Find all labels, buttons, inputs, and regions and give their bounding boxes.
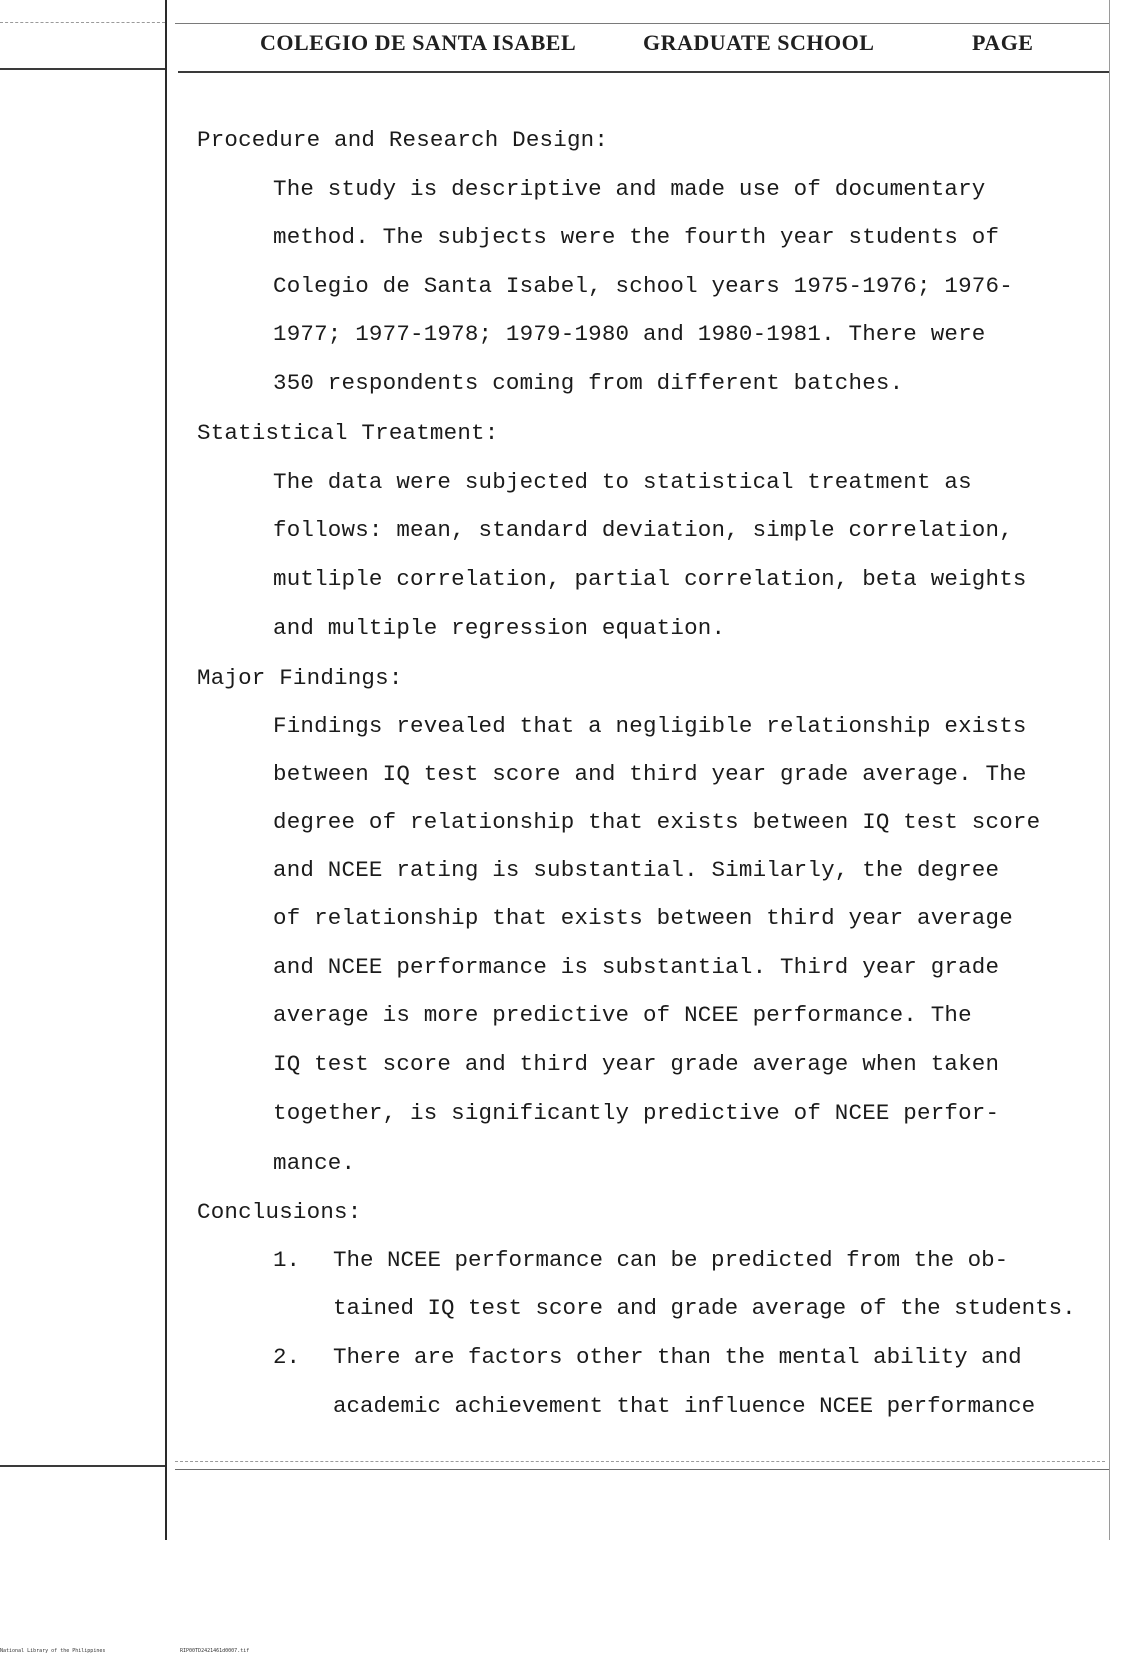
body-line: IQ test score and third year grade average when taken xyxy=(273,1051,1000,1077)
body-line: and NCEE rating is substantial. Similarly, the degree xyxy=(273,857,1000,883)
left-column-bottom-rule xyxy=(0,1465,165,1467)
bottom-dashed-rule xyxy=(175,1461,1105,1462)
left-margin-rule xyxy=(165,0,167,1540)
body-line: and multiple regression equation. xyxy=(273,615,726,641)
left-dashed-rule xyxy=(0,22,165,23)
page-label: PAGE xyxy=(972,30,1034,55)
body-line: method. The subjects were the fourth year students of xyxy=(273,224,1000,250)
body-line: 1977; 1977-1978; 1979-1980 and 1980-1981. There were xyxy=(273,321,986,347)
section-heading-conclusions: Conclusions: xyxy=(197,1199,362,1225)
body-line: between IQ test score and third year grade average. The xyxy=(273,761,1027,787)
list-item-number: 2. xyxy=(273,1344,301,1370)
body-line: of relationship that exists between third year average xyxy=(273,905,1013,931)
body-line: Colegio de Santa Isabel, school years 1975-1976; 1976- xyxy=(273,273,1013,299)
body-line: and NCEE performance is substantial. Third year grade xyxy=(273,954,1000,980)
body-line: Findings revealed that a negligible relationship exists xyxy=(273,713,1027,739)
list-item-line: The NCEE performance can be predicted from the ob- xyxy=(333,1247,1009,1273)
body-line: The data were subjected to statistical treatment as xyxy=(273,469,972,495)
body-line: average is more predictive of NCEE performance. The xyxy=(273,1002,972,1028)
body-line: degree of relationship that exists between IQ test score xyxy=(273,809,1041,835)
body-line: mutliple correlation, partial correlation, beta weights xyxy=(273,566,1027,592)
body-line: 350 respondents coming from different batches. xyxy=(273,370,904,396)
bottom-rule xyxy=(175,1469,1109,1470)
body-line: follows: mean, standard deviation, simple correlation, xyxy=(273,517,1013,543)
header-top-rule xyxy=(175,23,1109,24)
header-bottom-rule xyxy=(178,71,1109,73)
graduate-school-label: GRADUATE SCHOOL xyxy=(643,30,875,55)
right-margin-rule xyxy=(1109,0,1110,1540)
section-heading-findings: Major Findings: xyxy=(197,665,403,691)
list-item-number: 1. xyxy=(273,1247,301,1273)
section-heading-statistical: Statistical Treatment: xyxy=(197,420,499,446)
footer-file: RIP00TD2421461d0007.tif xyxy=(180,1648,250,1654)
body-line: together, is significantly predictive of NCEE perfor- xyxy=(273,1100,1000,1126)
section-heading-procedure: Procedure and Research Design: xyxy=(197,127,609,153)
left-column-top-rule xyxy=(0,68,165,70)
body-line: mance. xyxy=(273,1150,356,1176)
body-line: The study is descriptive and made use of documentary xyxy=(273,176,986,202)
list-item-line: academic achievement that influence NCEE performance xyxy=(333,1393,1036,1419)
list-item-line: There are factors other than the mental ability and xyxy=(333,1344,1022,1370)
list-item-line: tained IQ test score and grade average of the students. xyxy=(333,1295,1076,1321)
school-name: COLEGIO DE SANTA ISABEL xyxy=(260,30,577,55)
footer-library: National Library of the Philippines xyxy=(0,1648,106,1654)
